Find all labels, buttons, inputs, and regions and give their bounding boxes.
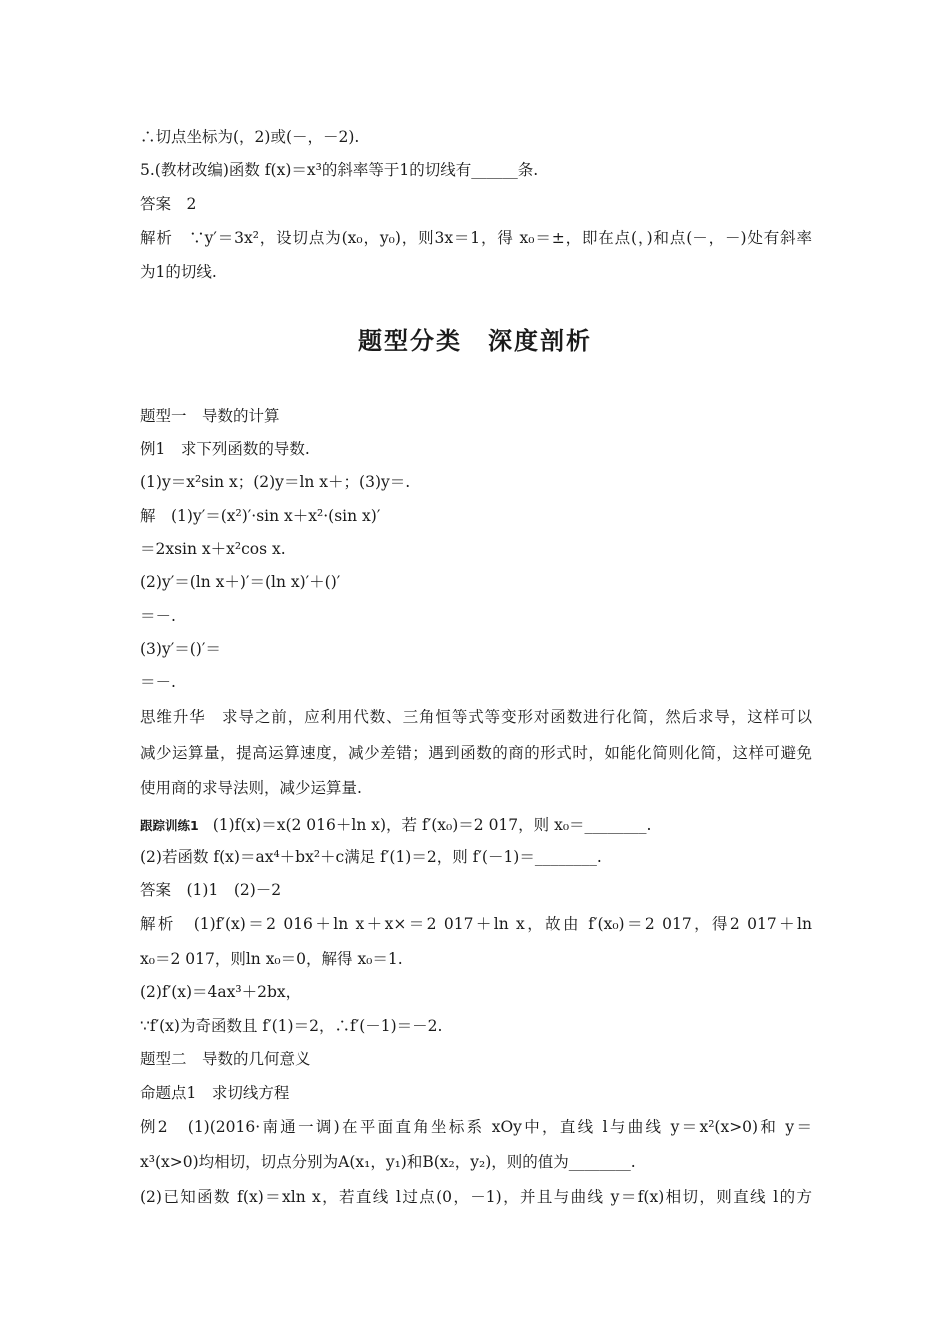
section-title: 题型分类 深度剖析 — [358, 327, 592, 355]
analysis-line: (2)f′(x)＝4ax³＋2bx， — [140, 983, 302, 1001]
text-line: ∴切点坐标为(，2)或(－，－2). — [140, 128, 360, 146]
summary-line: 使用商的求导法则，减少运算量. — [140, 779, 362, 797]
example-2: 例2 (1)(2016·南通一调)在平面直角坐标系 xOy中，直线 l与曲线 y＝x²(x>0)和 y＝ — [140, 1118, 812, 1136]
analysis-line: 为1的切线. — [140, 263, 217, 281]
analysis-line: 解析 ∵y′＝3x²，设切点为(x₀，y₀)，则3x＝1，得 x₀＝±，即在点(，)和点(－，－)处有斜率 — [140, 229, 812, 247]
example-1: 例1 求下列函数的导数. — [140, 440, 310, 458]
training-text: (1)f(x)＝x(2 016＋ln x)，若 f′(x₀)＝2 017，则 x₀＝________. — [212, 816, 652, 834]
training-line — [140, 814, 812, 836]
solution-line: ＝2xsin x＋x²cos x. — [140, 540, 286, 558]
solution-line: 解 (1)y′＝(x²)′·sin x＋x²·(sin x)′ — [140, 507, 381, 525]
text-line: (1)y＝x²sin x；(2)y＝ln x＋；(3)y＝. — [140, 473, 411, 491]
analysis-line: ∵f′(x)为奇函数且 f′(1)＝2，∴f′(－1)＝－2. — [140, 1017, 443, 1035]
solution-line: (2)y′＝(ln x＋)′＝(ln x)′＋()′ — [140, 573, 341, 591]
answer-line: 答案 2 — [140, 195, 197, 213]
analysis-line: x₀＝2 017，则ln x₀＝0，解得 x₀＝1. — [140, 950, 403, 968]
training-tag: 跟踪训练1 — [140, 818, 199, 833]
subtopic-heading: 命题点1 求切线方程 — [140, 1084, 290, 1102]
solution-line: ＝－. — [140, 673, 176, 691]
text-line: (2)已知函数 f(x)＝xln x，若直线 l过点(0，－1)，并且与曲线 y＝f(x)相切，则直线 l的方 — [140, 1188, 812, 1206]
text-line: (2)若函数 f(x)＝ax⁴＋bx²＋c满足 f′(1)＝2，则 f′(－1)＝________. — [140, 848, 602, 866]
text-line: x³(x>0)均相切，切点分别为A(x₁，y₁)和B(x₂，y₂)，则的值为________. — [140, 1153, 636, 1171]
problem-5: 5.(教材改编)函数 f(x)＝x³的斜率等于1的切线有______条. — [140, 161, 539, 179]
answer-line: 答案 (1)1 (2)－2 — [140, 881, 282, 899]
topic-heading: 题型一 导数的计算 — [140, 407, 280, 425]
summary-line: 减少运算量，提高运算速度，减少差错；遇到函数的商的形式时，如能化简则化简，这样可避免 — [140, 744, 812, 762]
analysis-line: 解析 (1)f′(x)＝2 016＋ln x＋x×＝2 017＋ln x，故由 f′(x₀)＝2 017，得2 017＋ln — [140, 915, 812, 933]
summary-line: 思维升华 求导之前，应利用代数、三角恒等式等变形对函数进行化简，然后求导，这样可以 — [140, 708, 812, 726]
topic-heading: 题型二 导数的几何意义 — [140, 1050, 311, 1068]
solution-line: ＝－. — [140, 607, 176, 625]
solution-line: (3)y′＝()′＝ — [140, 640, 221, 658]
